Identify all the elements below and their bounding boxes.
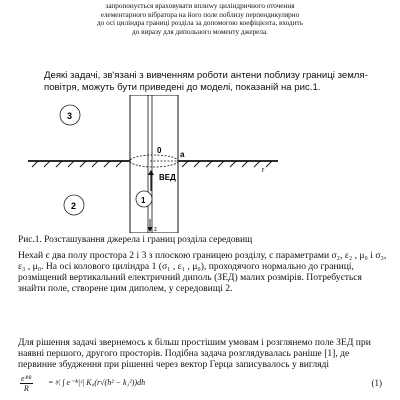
region-1-label: 1 [141, 196, 146, 205]
body-paragraph-2: Для рішення задачі звернемось к більш простішим умовам і розглянемо поле ЗЕД при наявні першого, другого просторів. Подібна задача розглядувалась раніше [1], де первинне збудження при рішенні через вектор Герца записувалось у вигляді [18, 337, 371, 370]
formula-denominator: R [23, 384, 29, 393]
intro-block [0, 2, 400, 36]
region-3-label: 3 [67, 111, 73, 121]
intro-line: запропонується враховувати вплиwу циліндричного оточення [105, 2, 295, 10]
intro-paragraph: Деякі задачі, зв'язані з вивченням роботи антени поблизу границі земля-повітря, можуть бути приведені до моделі, показаній на рис.1. [44, 70, 368, 93]
body-paragraph-1: Нехай є два полу простора 2 і 3 з плоскою границею розділу, с параметрами σ₂, ε₂ , μ₀ і σ₃, ε₃ , μ₀. На осі колового циліндра 1 (σ₁ , ε₁ , μ₀), проходячого нормально до границі, розміщений вертикальний електричний диполь (ЗЕД) малих розмірів. Потребується знайти поле, створене цим диполем, у середовищі 2. [18, 250, 387, 294]
z-axis-label: z [154, 227, 157, 233]
intro-line: до осі циліндра границі розділа за допомогою коефіцієнта, входить [97, 19, 303, 27]
r-axis-label: r [262, 167, 265, 174]
origin-label: 0 [157, 146, 162, 155]
formula-1 [18, 372, 388, 394]
ved-label: ВЕД [159, 173, 176, 182]
intro-line: елементарного вібратора на його поле поблизу перпендикулярно [100, 10, 300, 19]
equation-number: (1) [371, 378, 382, 388]
region-2-label: 2 [71, 201, 77, 211]
radius-a-label: a [180, 150, 185, 159]
intro-line: до виразу для дипольного моменту джерела. [132, 27, 268, 36]
formula-fraction [20, 374, 33, 393]
formula-integral: = ᵖ⁄ᵢ ∫ e⁻ⁱʰ|ᶻ| K₀(r√(h² − k₁²))dh [48, 378, 146, 387]
figure-caption: Рис.1. Розсташування джерела і границ розділа середовищ [18, 235, 253, 245]
formula-numerator: eⁱᵏᴿ [21, 374, 32, 383]
figure-1 [28, 95, 278, 233]
cylinder-body [130, 95, 178, 233]
